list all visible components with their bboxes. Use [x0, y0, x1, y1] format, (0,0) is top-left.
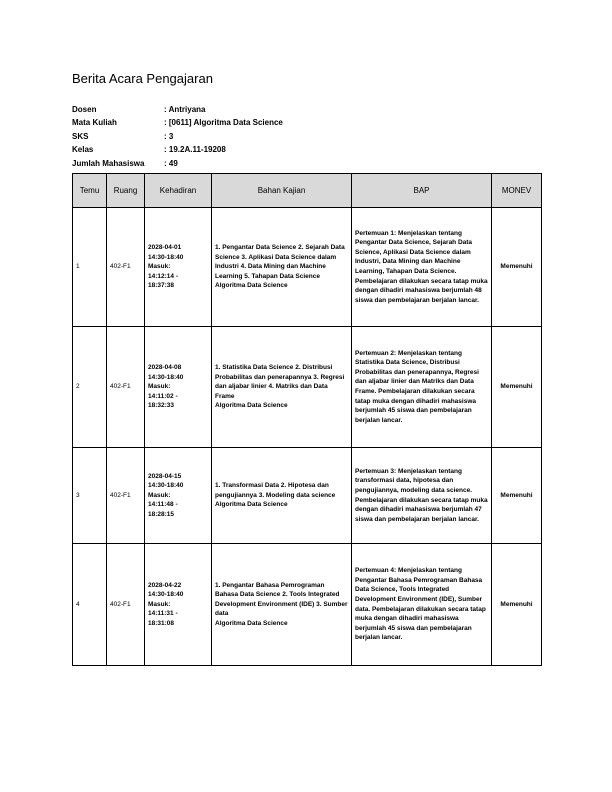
cell-temu: 3: [73, 448, 107, 544]
kehadiran-text: 2028-04-22 14:30-18:40 Masuk: 14:11:31 - 18:31:08: [148, 581, 184, 627]
cell-ruang: 402-F1: [107, 327, 145, 448]
cell-bahan-kajian: 1. Pengantar Bahasa Pemrograman Bahasa Data Science 2. Tools Integrated Development Environment (IDE) 3. Sumber data Algoritma Data Science: [212, 544, 352, 666]
info-label: Kelas: [72, 145, 94, 155]
cell-bap: Pertemuan 2: Menjelaskan tentang Statistika Data Science, Distribusi Probabilitas dan penerapannya, Regresi dan aljabar linier dan Matriks dan Data Frame. Pembelajaran dilakukan secara tatap muka dengan dihadiri mahasiswa berjumlah 45 siswa dan pembelajaran berjalan lancar.: [352, 327, 492, 448]
info-row-dosen: [72, 103, 283, 116]
header-bap: BAP: [352, 174, 492, 208]
header-ruang: Ruang: [107, 174, 145, 208]
kehadiran-text: 2028-04-01 14:30-18:40 Masuk: 14:12:14 - 18:37:38: [148, 244, 184, 290]
header-bahan-kajian: Bahan Kajian: [212, 174, 352, 208]
cell-monev: Memenuhi: [492, 448, 542, 544]
info-label: SKS: [72, 131, 89, 141]
cell-bap: Pertemuan 4: Menjelaskan tentang Pengantar Bahasa Pemrograman Bahasa Data Science, Tools Integrated Development Environment (IDE), Sumber data. Pembelajaran dilakukan secara tatap muka dengan dihadiri mahasiswa berjumlah 45 siswa dan pembelajaran berjalan lancar.: [352, 544, 492, 666]
info-row-sks: [72, 130, 283, 143]
cell-ruang: 402-F1: [107, 208, 145, 327]
cell-monev: Memenuhi: [492, 544, 542, 666]
table-row: [73, 327, 542, 448]
header-temu: Temu: [73, 174, 107, 208]
cell-bahan-kajian: 1. Transformasi Data 2. Hipotesa dan pengujiannya 3. Modeling data science Algoritma Data Science: [212, 448, 352, 544]
cell-bap: Pertemuan 1: Menjelaskan tentang Pengantar Data Science, Sejarah Data Science, Aplikasi Data Science dalam Industri, Data Mining dan Machine Learning, Tahapan Data Science. Pembelajaran dilakukan secara tatap muka dengan dihadiri mahasiswa berjumlah 48 siswa dan pembelajaran berjalan lancar.: [352, 208, 492, 327]
info-label: Mata Kuliah: [72, 118, 117, 128]
info-value: : 19.2A.11-19208: [164, 145, 226, 155]
table-row: [73, 448, 542, 544]
cell-kehadiran: [145, 544, 212, 666]
cell-temu: 2: [73, 327, 107, 448]
info-label: Jumlah Mahasiswa: [72, 158, 145, 168]
cell-kehadiran: [145, 327, 212, 448]
info-label: Dosen: [72, 105, 97, 114]
kehadiran-text: 2028-04-15 14:30-18:40 Masuk: 14:11:48 - 18:28:15: [148, 472, 184, 518]
bap-table: [72, 173, 542, 666]
kehadiran-text: 2028-04-08 14:30-18:40 Masuk: 14:11:02 - 18:32:33: [148, 364, 184, 410]
table-row: [73, 544, 542, 666]
info-row-jumlah-mahasiswa: [72, 157, 283, 170]
cell-kehadiran: [145, 448, 212, 544]
info-value: : [0611] Algoritma Data Science: [164, 118, 283, 128]
cell-kehadiran: [145, 208, 212, 327]
course-info: [72, 103, 283, 170]
table-row: [73, 208, 542, 327]
cell-ruang: 402-F1: [107, 544, 145, 666]
cell-bahan-kajian: 1. Pengantar Data Science 2. Sejarah Data Science 3. Aplikasi Data Science dalam Industri 4. Data Mining dan Machine Learning 5. Tahapan Data Science Algoritma Data Science: [212, 208, 352, 327]
cell-temu: 4: [73, 544, 107, 666]
info-value: : Antriyana: [164, 105, 206, 114]
header-kehadiran: Kehadiran: [145, 174, 212, 208]
info-row-mata-kuliah: [72, 116, 283, 129]
info-row-kelas: [72, 143, 283, 156]
cell-monev: Memenuhi: [492, 327, 542, 448]
cell-temu: 1: [73, 208, 107, 327]
cell-bahan-kajian: 1. Statistika Data Science 2. Distribusi Probabilitas dan penerapannya 3. Regresi dan aljabar linier 4. Matriks dan Data Frame Algoritma Data Science: [212, 327, 352, 448]
cell-bap: Pertemuan 3: Menjelaskan tentang transformasi data, hipotesa dan pengujiannya, modeling data science. Pembelajaran dilakukan secara tatap muka dengan dihadiri mahasiswa berjumlah 47 siswa dan pembelajaran berjalan lancar.: [352, 448, 492, 544]
cell-ruang: 402-F1: [107, 448, 145, 544]
info-value: : 3: [164, 131, 174, 141]
table-header-row: [73, 174, 542, 208]
page-title: Berita Acara Pengajaran: [72, 71, 213, 86]
header-monev: MONEV: [492, 174, 542, 208]
info-value: : 49: [164, 158, 178, 168]
cell-monev: Memenuhi: [492, 208, 542, 327]
